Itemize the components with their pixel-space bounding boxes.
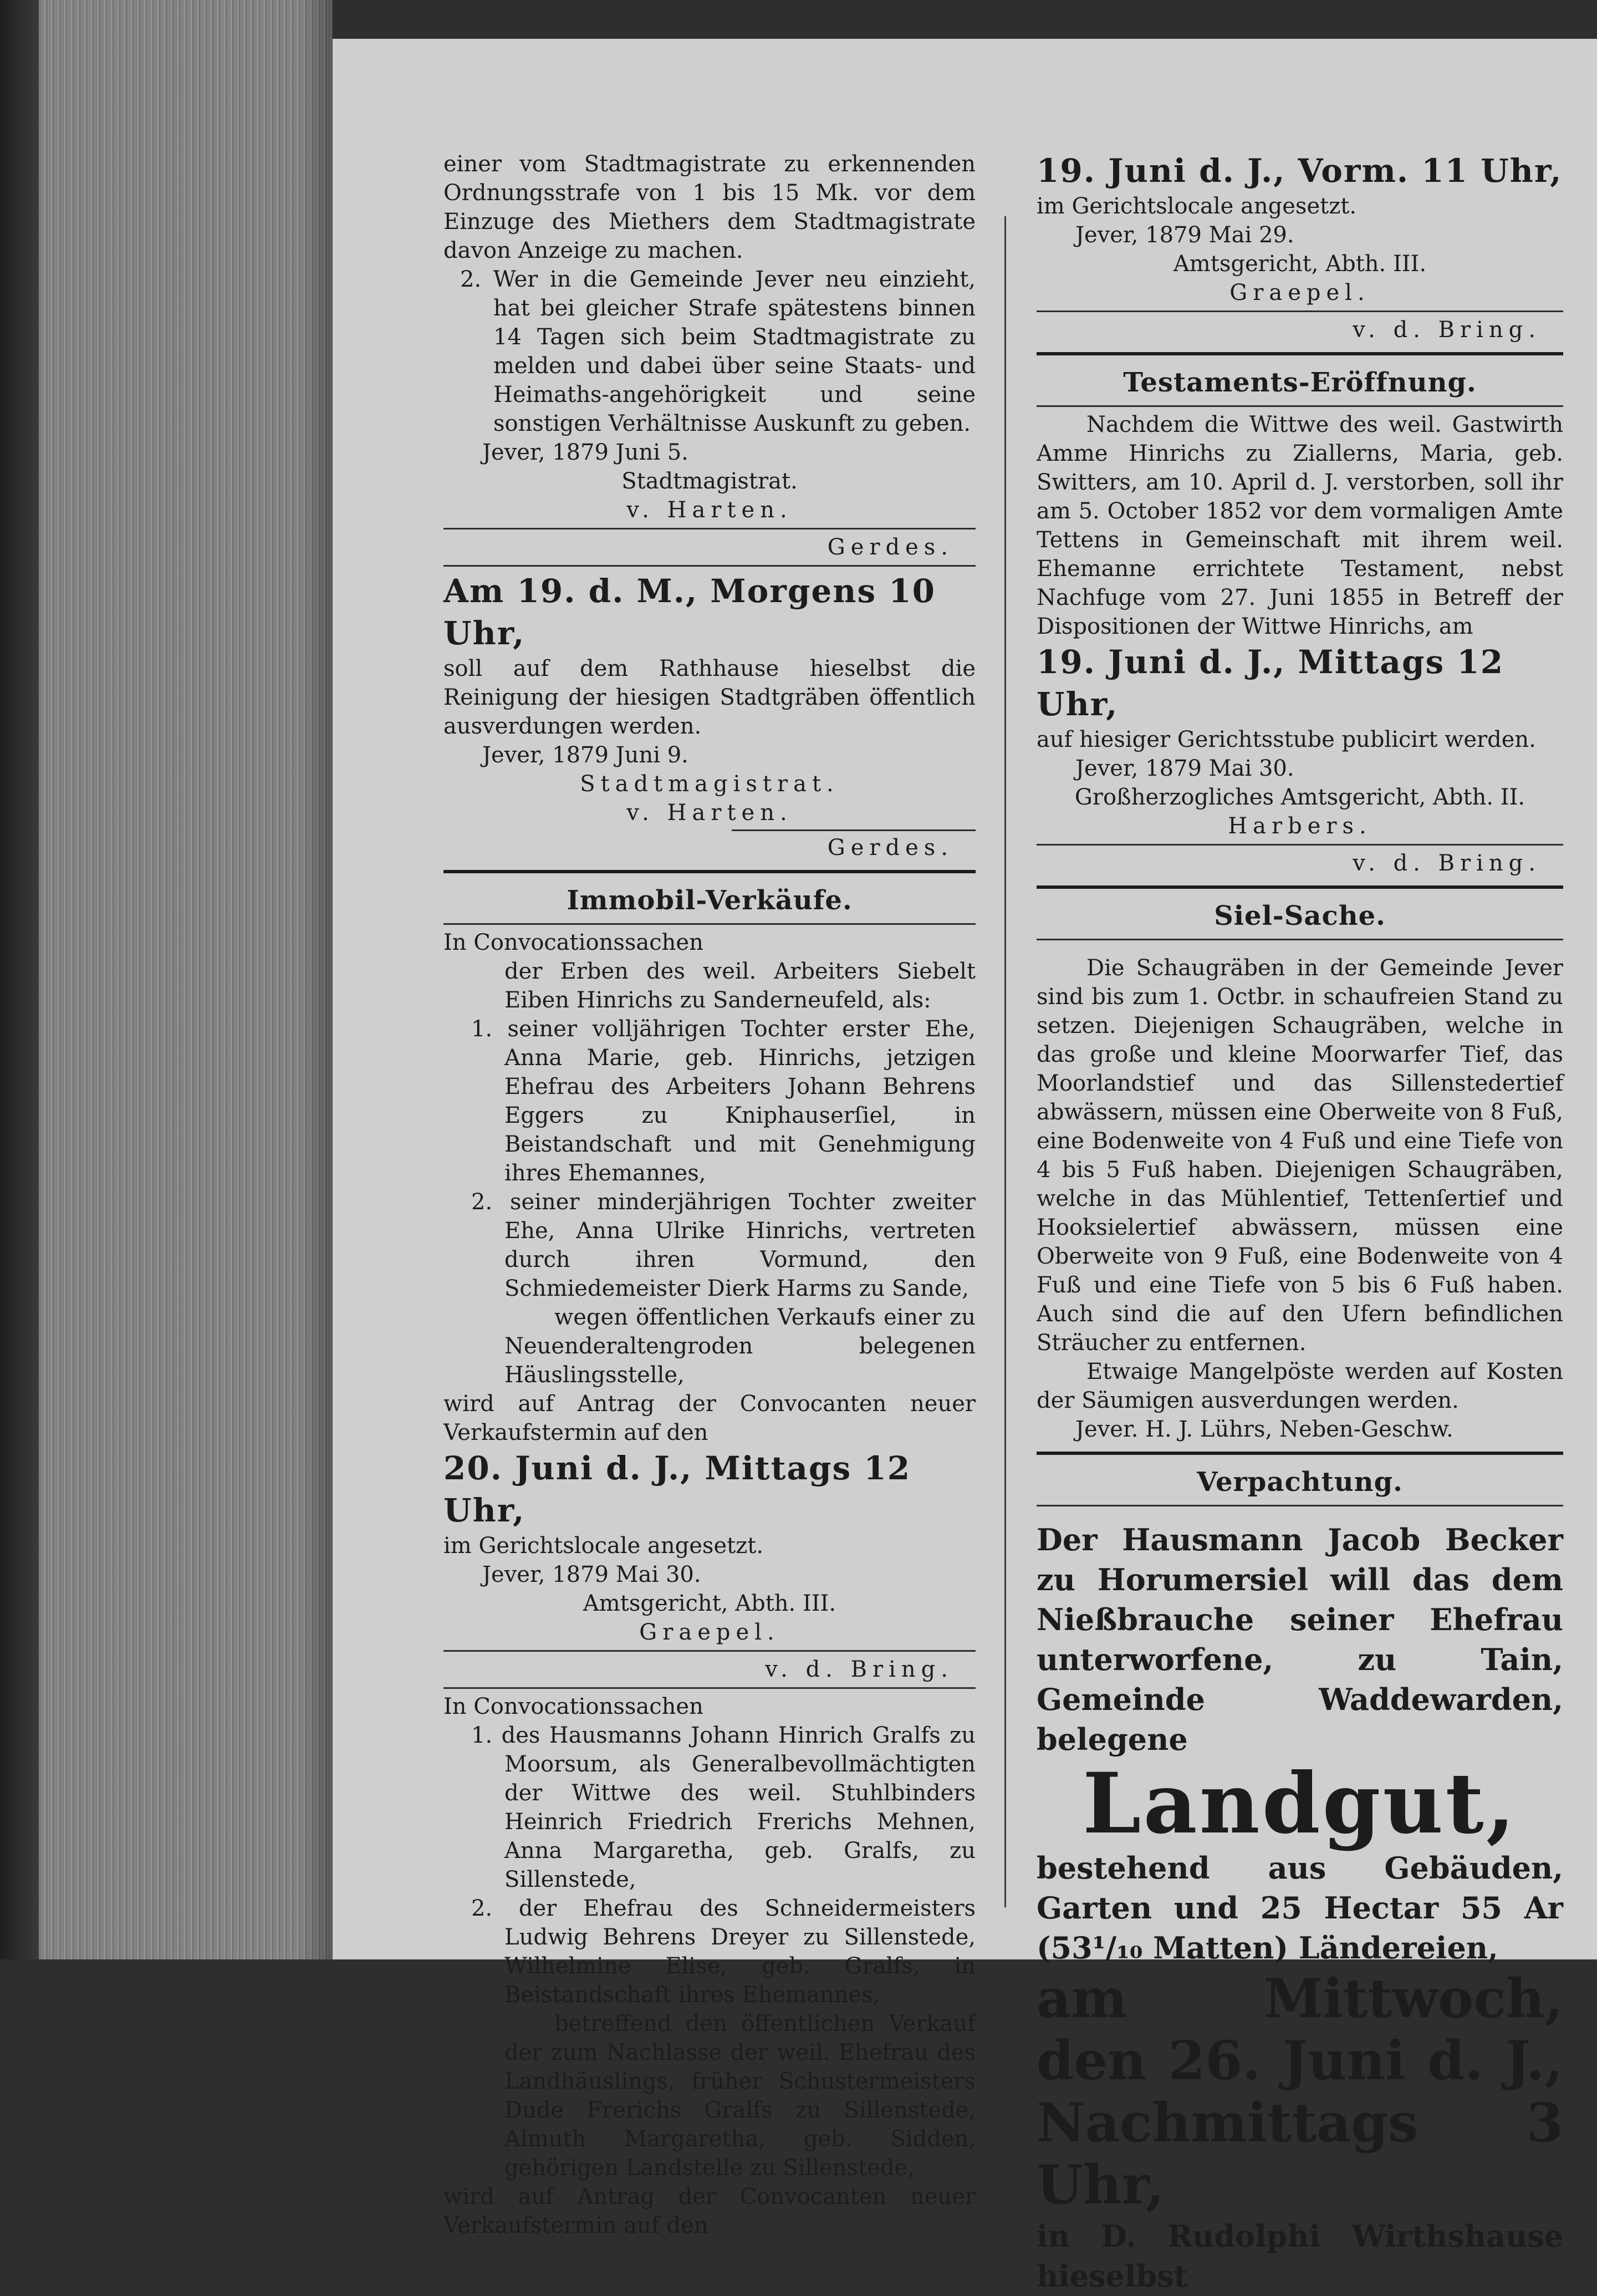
- rule: [443, 565, 976, 567]
- convocation-intro: In Convocationssachen: [443, 930, 703, 955]
- book-page-edges: [0, 0, 333, 1959]
- lease-ad-text: bestehend aus Gebäuden, Garten und 25 Hectar 55 Ar (53¹/₁₀ Matten) Ländereien,: [1037, 1850, 1563, 1966]
- notice-text: soll auf dem Rathhause hieselbst die Reinigung der hiesigen Stadtgräben öffentlich ausverdungen werden.: [443, 656, 976, 739]
- rule: [443, 1650, 976, 1652]
- rule: [732, 829, 976, 831]
- rule: [443, 923, 976, 925]
- section-rule: [1037, 885, 1563, 889]
- convocation-item: 2. der Ehefrau des Schneidermeisters Ludwig Behrens Dreyer zu Sillenstede, Wilhelmine Elise, geb. Gralfs, in Beistandschaft ihres Ehemannes,: [471, 1896, 976, 2008]
- convocation-item: 1. seiner volljährigen Tochter erster Ehe, Anna Marie, geb. Hinrichs, jetzigen Ehefrau des Arbeiters Johann Behrens Eggers zu Kniphauserſiel, in Beistandschaft und mit Genehmigung ihres Ehemannes,: [471, 1016, 976, 1186]
- convocation-text: wird auf Antrag der Convocanten neuer Verkaufstermin auf den: [443, 2184, 976, 2238]
- signer: Graepel.: [639, 1620, 780, 1645]
- section-heading: Immobil-Verkäufe.: [567, 885, 853, 916]
- signer: Graepel.: [1229, 280, 1370, 306]
- notice-text: im Gerichtslocale angesetzt.: [1037, 194, 1357, 219]
- signer: Gerdes.: [827, 534, 953, 560]
- ordinance-para-2: 2. Wer in die Gemeinde Jever neu einzieht, hat bei gleicher Strafe spätestens binnen 14 Tagen sich beim Stadtmagistrate zu melden und dabei über seine Staats- und Heimaths-angehörigkeit und seine sonstigen Verhältnisse Auskunft zu geben.: [460, 267, 976, 436]
- lease-ad-title: Landgut,: [1082, 1755, 1518, 1852]
- convocation-text: der Erben des weil. Arbeiters Siebelt Eiben Hinrichs zu Sanderneufeld, als:: [504, 959, 976, 1013]
- signer: Harbers.: [1228, 813, 1372, 839]
- section-rule: [443, 870, 976, 873]
- signer: v. d. Bring.: [1353, 317, 1541, 343]
- section-rule: [1037, 1452, 1563, 1455]
- date-line: Jever, 1879 Mai 30.: [1075, 756, 1294, 781]
- convocation-text: im Gerichtslocale angesetzt.: [443, 1533, 764, 1559]
- left-column: [443, 150, 976, 2240]
- date-line: Jever, 1879 Mai 30.: [482, 1562, 701, 1587]
- notice-headline: 19. Juni d. J., Vorm. 11 Uhr,: [1037, 152, 1563, 190]
- siel-text: Die Schaugräben in der Gemeinde Jever sind bis zum 1. Octbr. in schaufreien Stand zu setzen. Diejenigen Schaugräben, welche in das große und kleine Moorwarfer Tief, das Moorlandstief und das Sillenstedertief abwässern, müssen eine Oberweite von 8 Fuß, eine Bodenweite von 4 Fuß und eine Tiefe von 4 bis 5 Fuß haben. Diejenigen Schaugräben, welche in das Mühlentief, Tettenſertief und Hooksielertief abwässern, müssen eine Oberweite von 9 Fuß, eine Bodenweite von 4 Fuß und eine Tiefe von 5 bis 6 Fuß haben. Auch sind die auf den Ufern befindlichen Sträucher zu entfernen.: [1037, 955, 1563, 1356]
- signer: Gerdes.: [827, 835, 953, 861]
- lease-ad-date: am Mittwoch, den 26. Juni d. J., Nachmittags 3 Uhr,: [1037, 1967, 1563, 2216]
- lease-ad-text: Der Hausmann Jacob Becker zu Horumersiel will das dem Nießbrauche seiner Ehefrau unterworfene, zu Tain, Gemeinde Waddewarden, belegene: [1037, 1522, 1563, 1757]
- convocation-intro: In Convocationssachen: [443, 1694, 703, 1719]
- testament-text: Nachdem die Wittwe des weil. Gastwirth Amme Hinrichs zu Ziallerns, Maria, geb. Switters, am 10. April d. J. verstorben, soll ihr am 5. October 1852 vor dem vormaligen Amte Tettens in Gemeinschaft mit ihrem weil. Ehemanne errichtete Testament, nebst Nachfuge vom 27. Juni 1855 in Betreff der Dispositionen der Wittwe Hinrichs, am: [1037, 412, 1563, 639]
- notice-headline: 19. Juni d. J., Mittags 12 Uhr,: [1037, 643, 1504, 723]
- convocation-item: 1. des Hausmanns Johann Hinrich Gralfs zu Moorsum, als Generalbevollmächtigten der Wittwe des weil. Stuhlbinders Heinrich Friedrich Frerichs Mehnen, Anna Margaretha, geb. Gralfs, zu Sillenstede,: [471, 1723, 976, 1892]
- date-line: Jever, 1879 Mai 29.: [1075, 222, 1294, 248]
- rule: [443, 1687, 976, 1689]
- section-heading: Verpachtung.: [1197, 1467, 1403, 1498]
- authority: Großherzogliches Amtsgericht, Abth. II.: [1074, 785, 1525, 810]
- notice-headline: 20. Juni d. J., Mittags 12 Uhr,: [443, 1449, 911, 1529]
- testament-text: auf hiesiger Gerichtsstube publicirt werden.: [1037, 727, 1536, 752]
- signer: v. Harten.: [626, 497, 793, 523]
- signer: v. d. Bring.: [1353, 851, 1541, 876]
- ordinance-para-1: einer vom Stadtmagistrate zu erkennenden Ordnungsstrafe von 1 bis 15 Mk. vor dem Einzuge des Miethers dem Stadtmagistrate davon Anzeige zu machen.: [443, 151, 976, 263]
- convocation-text: betreffend den öffentlichen Verkauf der zum Nachlasse der weil. Ehefrau des Landhäuslings, früher Schustermeisters Dude Frerichs Gralfs zu Sillenstede, Almuth Margaretha, geb. Sidden, gehörigen Landstelle zu Sillenstede,: [504, 2011, 976, 2181]
- signer: v. d. Bring.: [765, 1657, 953, 1682]
- convocation-item: 2. seiner minderjährigen Tochter zweiter Ehe, Anna Ulrike Hinrichs, vertreten durch ihren Vormund, den Schmiedemeister Dierk Harms zu Sande,: [471, 1189, 976, 1301]
- date-line: Jever, 1879 Juni 5.: [482, 440, 688, 465]
- authority: Amtsgericht, Abth. III.: [1173, 251, 1427, 277]
- notice-headline: Am 19. d. M., Morgens 10 Uhr,: [443, 572, 936, 652]
- book-cover: [0, 0, 39, 1959]
- authority: Amtsgericht, Abth. III.: [583, 1591, 836, 1616]
- column-divider: [1004, 216, 1006, 1907]
- gutter-shadow: [299, 0, 333, 1959]
- section-heading: Siel-Sache.: [1214, 900, 1386, 931]
- rule: [443, 528, 976, 530]
- signer: v. Harten.: [626, 800, 793, 826]
- rule: [1037, 844, 1563, 846]
- rule: [1037, 1505, 1563, 1506]
- date-line: Jever, 1879 Juni 9.: [482, 742, 688, 768]
- convocation-text: wird auf Antrag der Convocanten neuer Verkaufstermin auf den: [443, 1391, 976, 1445]
- authority: Stadtmagistrat.: [621, 469, 798, 494]
- lease-ad-place: in D. Rudolphi Wirthshause hieselbst: [1037, 2218, 1563, 2294]
- right-column: [1037, 150, 1563, 2296]
- newspaper-page: [333, 39, 1597, 2294]
- signer: Jever. H. J. Lührs, Neben-Geschw.: [1075, 1417, 1453, 1442]
- authority: Stadtmagistrat.: [580, 771, 839, 797]
- convocation-text: wegen öffentlichen Verkaufs einer zu Neuenderaltengroden belegenen Häuslingsstelle,: [504, 1305, 976, 1388]
- siel-text: Etwaige Mangelpöste werden auf Kosten der Säumigen ausverdungen werden.: [1037, 1359, 1563, 1413]
- section-rule: [1037, 352, 1563, 355]
- rule: [1037, 405, 1563, 407]
- section-heading: Testaments-Eröffnung.: [1123, 367, 1477, 398]
- rule: [1037, 310, 1563, 312]
- rule: [1037, 939, 1563, 940]
